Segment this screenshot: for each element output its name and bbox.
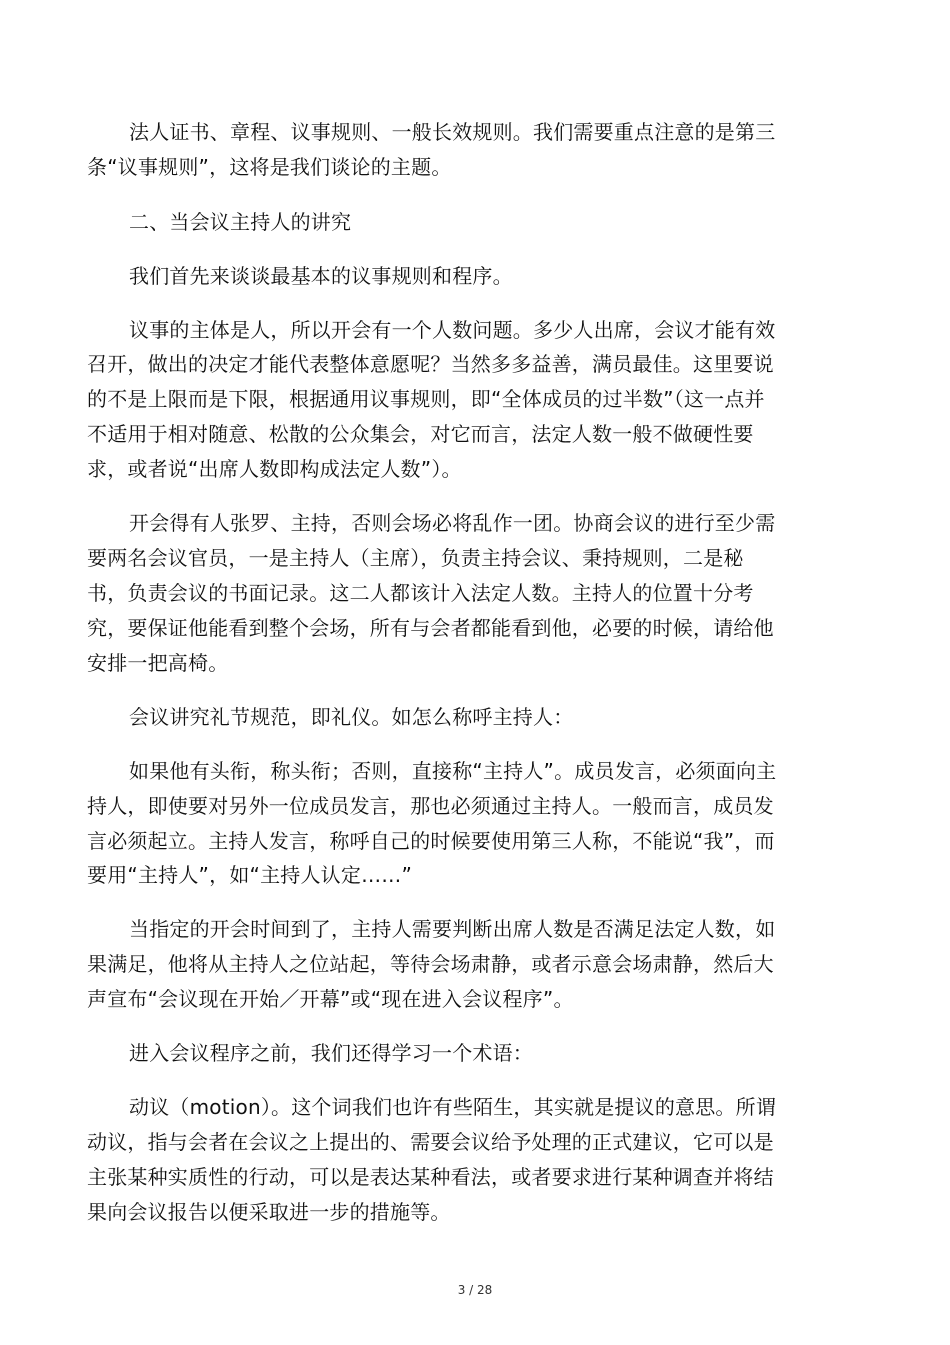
paragraph-line: 持人，即使要对另外一位成员发言，那也必须通过主持人。一般而言，成员发 [87,794,774,818]
paragraph-line: 不适用于相对随意、松散的公众集会，对它而言，法定人数一般不做硬性要 [87,422,754,446]
paragraph-line: 果向会议报告以便采取进一步的措施等。 [87,1200,451,1224]
paragraph-line: 要用“主持人”，如“主持人认定……” [87,863,413,887]
paragraph-line: 会议讲究礼节规范，即礼仪。如怎么称呼主持人： [129,705,574,729]
paragraph-line: 究，要保证他能看到整个会场，所有与会者都能看到他，必要的时候，请给他 [87,616,774,640]
paragraph-line: 我们首先来谈谈最基本的议事规则和程序。 [129,264,513,288]
paragraph-line: 主张某种实质性的行动，可以是表达某种看法，或者要求进行某种调查并将结 [87,1165,774,1189]
paragraph-line: 开会得有人张罗、主持，否则会场必将乱作一团。协商会议的进行至少需 [129,511,776,535]
paragraph-line: 书，负责会议的书面记录。这二人都该计入法定人数。主持人的位置十分考 [87,581,754,605]
paragraph-line: 果满足，他将从主持人之位站起，等待会场肃静，或者示意会场肃静，然后大 [87,952,774,976]
paragraph-line: 如果他有头衔，称头衔；否则，直接称“主持人”。成员发言，必须面向主 [129,759,777,783]
paragraph-line: 言必须起立。主持人发言，称呼自己的时候要使用第三人称，不能说“我”，而 [87,829,775,853]
paragraph-line: 法人证书、章程、议事规则、一般长效规则。我们需要重点注意的是第三 [129,120,776,144]
paragraph-line: 声宣布“会议现在开始／开幕”或“现在进入会议程序”。 [87,987,574,1011]
paragraph-line: 条“议事规则”，这将是我们谈论的主题。 [87,155,452,179]
paragraph-line: 安排一把高椅。 [87,651,229,675]
paragraph-line: 的不是上限而是下限，根据通用议事规则，即“全体成员的过半数”（这一点并 [87,387,765,411]
paragraph-line: 当指定的开会时间到了，主持人需要判断出席人数是否满足法定人数，如 [129,917,776,941]
paragraph-line: 求，或者说“出席人数即构成法定人数”）。 [87,457,462,481]
paragraph-line: 进入会议程序之前，我们还得学习一个术语： [129,1041,533,1065]
paragraph-line: 动议（motion）。这个词我们也许有些陌生，其实就是提议的意思。所谓 [129,1095,777,1119]
paragraph-line: 议事的主体是人，所以开会有一个人数问题。多少人出席，会议才能有效 [129,318,776,342]
paragraph-line: 要两名会议官员，一是主持人（主席），负责主持会议、秉持规则，二是秘 [87,546,744,570]
paragraph-line: 动议，指与会者在会议之上提出的、需要会议给予处理的正式建议，它可以是 [87,1130,774,1154]
page-number: 3 / 28 [457,1283,493,1297]
section-heading: 二、当会议主持人的讲究 [129,210,352,234]
paragraph-line: 召开，做出的决定才能代表整体意愿呢？当然多多益善，满员最佳。这里要说 [87,352,774,376]
